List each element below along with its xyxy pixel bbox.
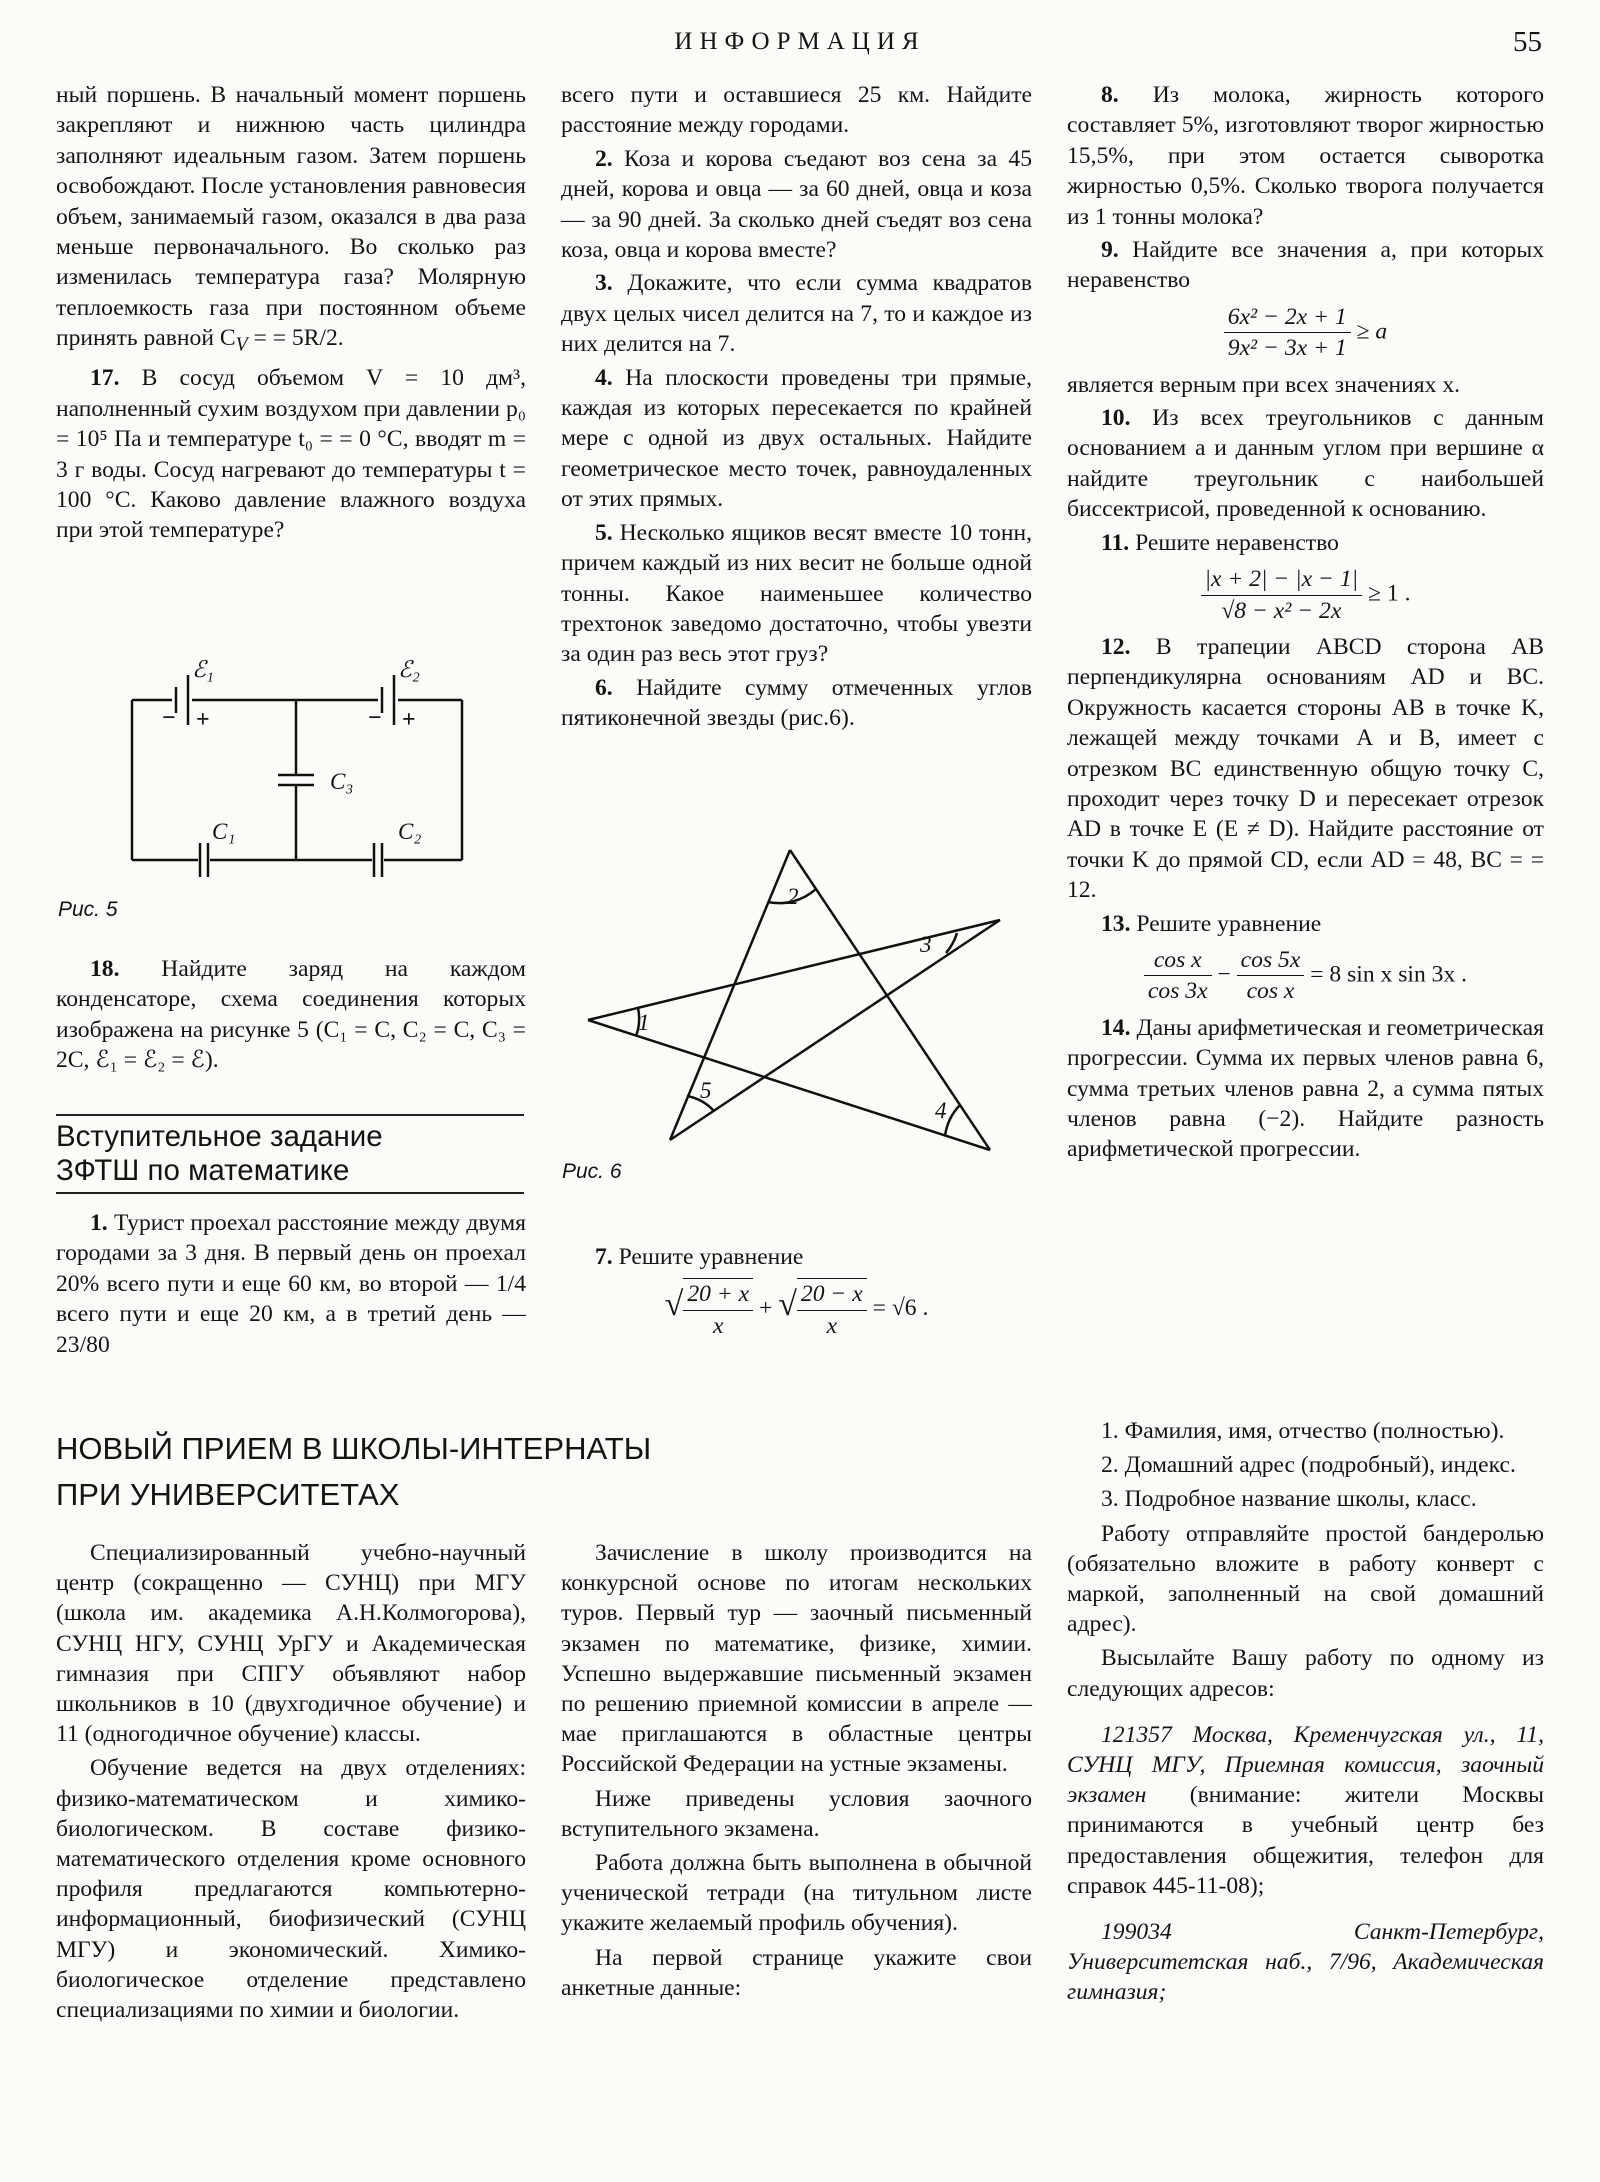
problem-m8: 8. Из молока, жирность которого составляет 5%, изготовляют творог жирностью 15,5%, при этом остается сыворотка жирностью 0,5%. Сколько творога получается из 1 тонны молока? xyxy=(1067,82,1544,230)
problem-m6: 6. Найдите сумму отмеченных углов пятиконечной звезды (рис.6). xyxy=(561,674,1032,732)
problem-m3: 3. Докажите, что если сумма квадратов двух целых чисел делится на 7, то и каждое из них делится на 7. xyxy=(561,270,1032,358)
problem-m13: 13. Решите уравнение xyxy=(1101,910,1322,937)
inequality-11: $\frac{|x + 2| - |x - 1|}{\text{√8 − x² − 2x}}$ ≥ 1 . xyxy=(1067,564,1544,626)
problem-m2: 2. Коза и корова съедают воз сена за 45 дней, корова и овца — за 60 дней, овца и коза — за 90 дней. За сколько дней съедят воз сена коза, овца и корова вместе? xyxy=(561,145,1032,264)
section-rule xyxy=(56,1114,524,1116)
problem-17: 17. В сосуд объемом V = 10 дм³, наполненный сухим воздухом при давлении p₀ = 10⁵ Па и температуре t₀ = = 0 °C, вводят m = 3 г воды. Сосуд нагревают до температуры t = 100 °C. Каково давление влажного воздуха при этой температуре? xyxy=(56,365,526,544)
section-rule-bottom xyxy=(56,1192,524,1194)
equation-13: $\frac{\text{cos x}}{\cos 3x}$ − $\frac{\cos 5x}{\text{cos x}}$ = 8 sin x sin 3x . xyxy=(1067,945,1544,1007)
angle-label-3: 3 xyxy=(920,932,932,957)
label-e2-minus: − xyxy=(368,705,382,731)
angle-label-2: 2 xyxy=(787,884,799,909)
figure-5-circuit xyxy=(120,655,490,890)
running-title: ИНФОРМАЦИЯ xyxy=(674,28,926,55)
battery-e1 xyxy=(176,675,188,725)
problem-m1-continuation: всего пути и оставшиеся 25 км. Найдите расстояние между городами. xyxy=(561,82,1032,139)
address-moscow: 121357 Москва, Кременчугская ул., 11, СУНЦ МГУ, Приемная комиссия, заочный экзамен (внимание: жители Москвы принимаются в учебный центр без предоставления общежития, телефон для справок 445-11-08); xyxy=(1067,1721,1544,1899)
inequality-9: $\frac{\text{6x² − 2x + 1}}{\text{9x² − 3x + 1}}$ ≥ a xyxy=(1067,302,1544,364)
column-2 xyxy=(561,80,1032,734)
form-item-1: 1. Фамилия, имя, отчество (полностью). xyxy=(1101,1418,1505,1444)
article-paragraph: На первой странице укажите свои анкетные данные: xyxy=(561,1944,1032,2001)
label-e2: ℰ₂ xyxy=(398,657,420,682)
column-3 xyxy=(1067,80,1544,1165)
capacitor-c1 xyxy=(200,843,208,877)
angle-label-4: 4 xyxy=(935,1098,947,1123)
article-column-3 xyxy=(1067,1416,1544,2008)
label-c2: C₂ xyxy=(398,819,422,844)
problem-m9: 9. Найдите все значения a, при которых неравенство xyxy=(1067,237,1544,294)
capacitor-c2 xyxy=(374,843,382,877)
label-c3: C₃ xyxy=(330,769,354,794)
article-paragraph: Специализированный учебно-научный центр (сокращенно — СУНЦ) при МГУ (школа им. академика А.Н.Колмогорова), СУНЦ НГУ, СУНЦ УрГУ и Академическая гимназия при СПГУ объявляют набор школьников в 10 (двухгодичное обучение) и 11 (одногодичное обучение) классы. xyxy=(56,1540,526,1748)
problem-m7: 7. Решите уравнение xyxy=(595,1244,804,1270)
article-title: НОВЫЙ ПРИЕМ В ШКОЛЫ-ИНТЕРНАТЫ ПРИ УНИВЕРСИТЕТАХ xyxy=(56,1431,652,1512)
page-number: 55 xyxy=(1513,26,1542,58)
problem-m4: 4. На плоскости проведены три прямые, каждая из которых пересекается по крайней мере с одной из двух остальных. Найдите геометрическое место точек, равноудаленных от этих прямых. xyxy=(561,364,1032,513)
section-title-zftsh: Вступительное задание ЗФТШ по математике xyxy=(56,1120,383,1187)
figure-6-caption: Рис. 6 xyxy=(562,1160,622,1183)
column-1-math xyxy=(56,1208,526,1360)
label-c1: C₁ xyxy=(212,819,236,844)
article-paragraph: Обучение ведется на двух отделениях: физико-математическом и химико-биологическом. В составе физико-математического отделения кроме основного профиля предлагаются компьютерно-информационный, биофизический (СУНЦ МГУ) и экономический. Химико-биологическое отделение представлено специализациями по химии и биологии. xyxy=(56,1755,526,2024)
form-item-2: 2. Домашний адрес (подробный), индекс. xyxy=(1101,1452,1516,1479)
article-paragraph: Зачисление в школу производится на конкурсной основе по итогам нескольких туров. Первый тур — заочный письменный экзамен по математике, физике, химии. Успешно выдержавшие письменный экзамен по решению приемной комиссии в апреле — мае приглашаются в областные центры Российской Федерации на устные экзамены. xyxy=(561,1540,1032,1778)
problem-m11: 11. Решите неравенство xyxy=(1101,529,1339,556)
label-e1-plus: + xyxy=(196,707,210,733)
column-2-lower xyxy=(561,1242,1032,1347)
form-item-3: 3. Подробное название школы, класс. xyxy=(1101,1486,1477,1513)
problem-m14: 14. Даны арифметическая и геометрическая прогрессии. Сумма их первых членов равна 6, сумма третьих членов равна 2, а сумма пятых членов равна (−2). Найдите разность арифметической прогрессии. xyxy=(1067,1014,1544,1163)
problem-m1: 1. Турист проехал расстояние между двумя городами за 3 дня. В первый день он проехал 20% всего пути и еще 60 км, во второй — 1/4 всего пути и еще 20 км, а в третий день — 23/80 xyxy=(56,1210,526,1358)
battery-e2 xyxy=(382,675,394,725)
article-paragraph: Высылайте Вашу работу по одному из следующих адресов: xyxy=(1067,1645,1544,1702)
column-1 xyxy=(56,80,526,546)
article-column-1 xyxy=(56,1538,526,2025)
article-column-2 xyxy=(561,1538,1032,2003)
column-1-lower xyxy=(56,954,526,1076)
angle-label-1: 1 xyxy=(638,1010,650,1035)
address-spb: 199034 Санкт-Петербург, Университетская наб., 7/96, Академическая гимназия; xyxy=(1067,1919,1544,2006)
problem-m9-after: является верным при всех значениях x. xyxy=(1067,371,1461,398)
label-e2-plus: + xyxy=(402,707,416,733)
problem-m10: 10. Из всех треугольников с данным основанием a и данным углом при вершине α найдите треугольник с наибольшей биссектрисой, проведенной к основанию. xyxy=(1067,405,1544,523)
label-e1: ℰ₁ xyxy=(192,657,214,682)
article-paragraph: Ниже приведены условия заочного вступительного экзамена. xyxy=(561,1785,1032,1842)
figure-6-star xyxy=(580,840,1010,1160)
figure-5-caption: Рис. 5 xyxy=(58,898,118,921)
angle-label-5: 5 xyxy=(700,1078,712,1103)
problem-16-continuation: ный поршень. В начальный момент поршень закрепляют и нижнюю часть цилиндра заполняют идеальным газом. Затем поршень освобождают. После установления равновесия объем, занимаемый газом, оказался в два раза меньше первоначального. Во сколько раз изменилась температура газа? Молярную теплоемкость газа при постоянном объеме принять равной $C_V$ = = 5R/2. xyxy=(56,82,526,356)
article-paragraph: Работа должна быть выполнена в обычной ученической тетради (на титульном листе укажите желаемый профиль обучения). xyxy=(561,1850,1032,1937)
capacitor-c3 xyxy=(278,775,314,785)
article-paragraph: Работу отправляйте простой бандеролью (обязательно вложите в работу конверт с маркой, заполненный на свой домашний адрес). xyxy=(1067,1520,1544,1638)
problem-m12: 12. В трапеции ABCD сторона AB перпендикулярна основаниям AD и BC. Окружность касается стороны AB в точке K, лежащей между точками A и B, имеет с отрезком BC единственную общую точку C, проходит через точку D и пересекает отрезок AD в точке E (E ≠ D). Найдите расстояние от точки K до прямой CD, если AD = 48, BC = = 12. xyxy=(1067,633,1544,904)
equation-7: √ $\frac{20 + x}{x}$ + √ $\frac{20 - x}{x}$ = √6 . xyxy=(561,1278,1032,1341)
label-e1-minus: − xyxy=(162,705,176,731)
problem-m5: 5. Несколько ящиков весят вместе 10 тонн, причем каждый из них весит не больше одной тонны. Какое наименьшее количество трехтонок заведомо достаточно, чтобы увезти за один раз весь этот груз? xyxy=(561,519,1032,668)
problem-18: 18. Найдите заряд на каждом конденсаторе, схема соединения которых изображена на рисунке 5 (C₁ = C, C₂ = C, C₃ = 2C, ℰ₁ = ℰ₂ = ℰ). xyxy=(56,956,526,1074)
page-header xyxy=(0,26,1600,66)
